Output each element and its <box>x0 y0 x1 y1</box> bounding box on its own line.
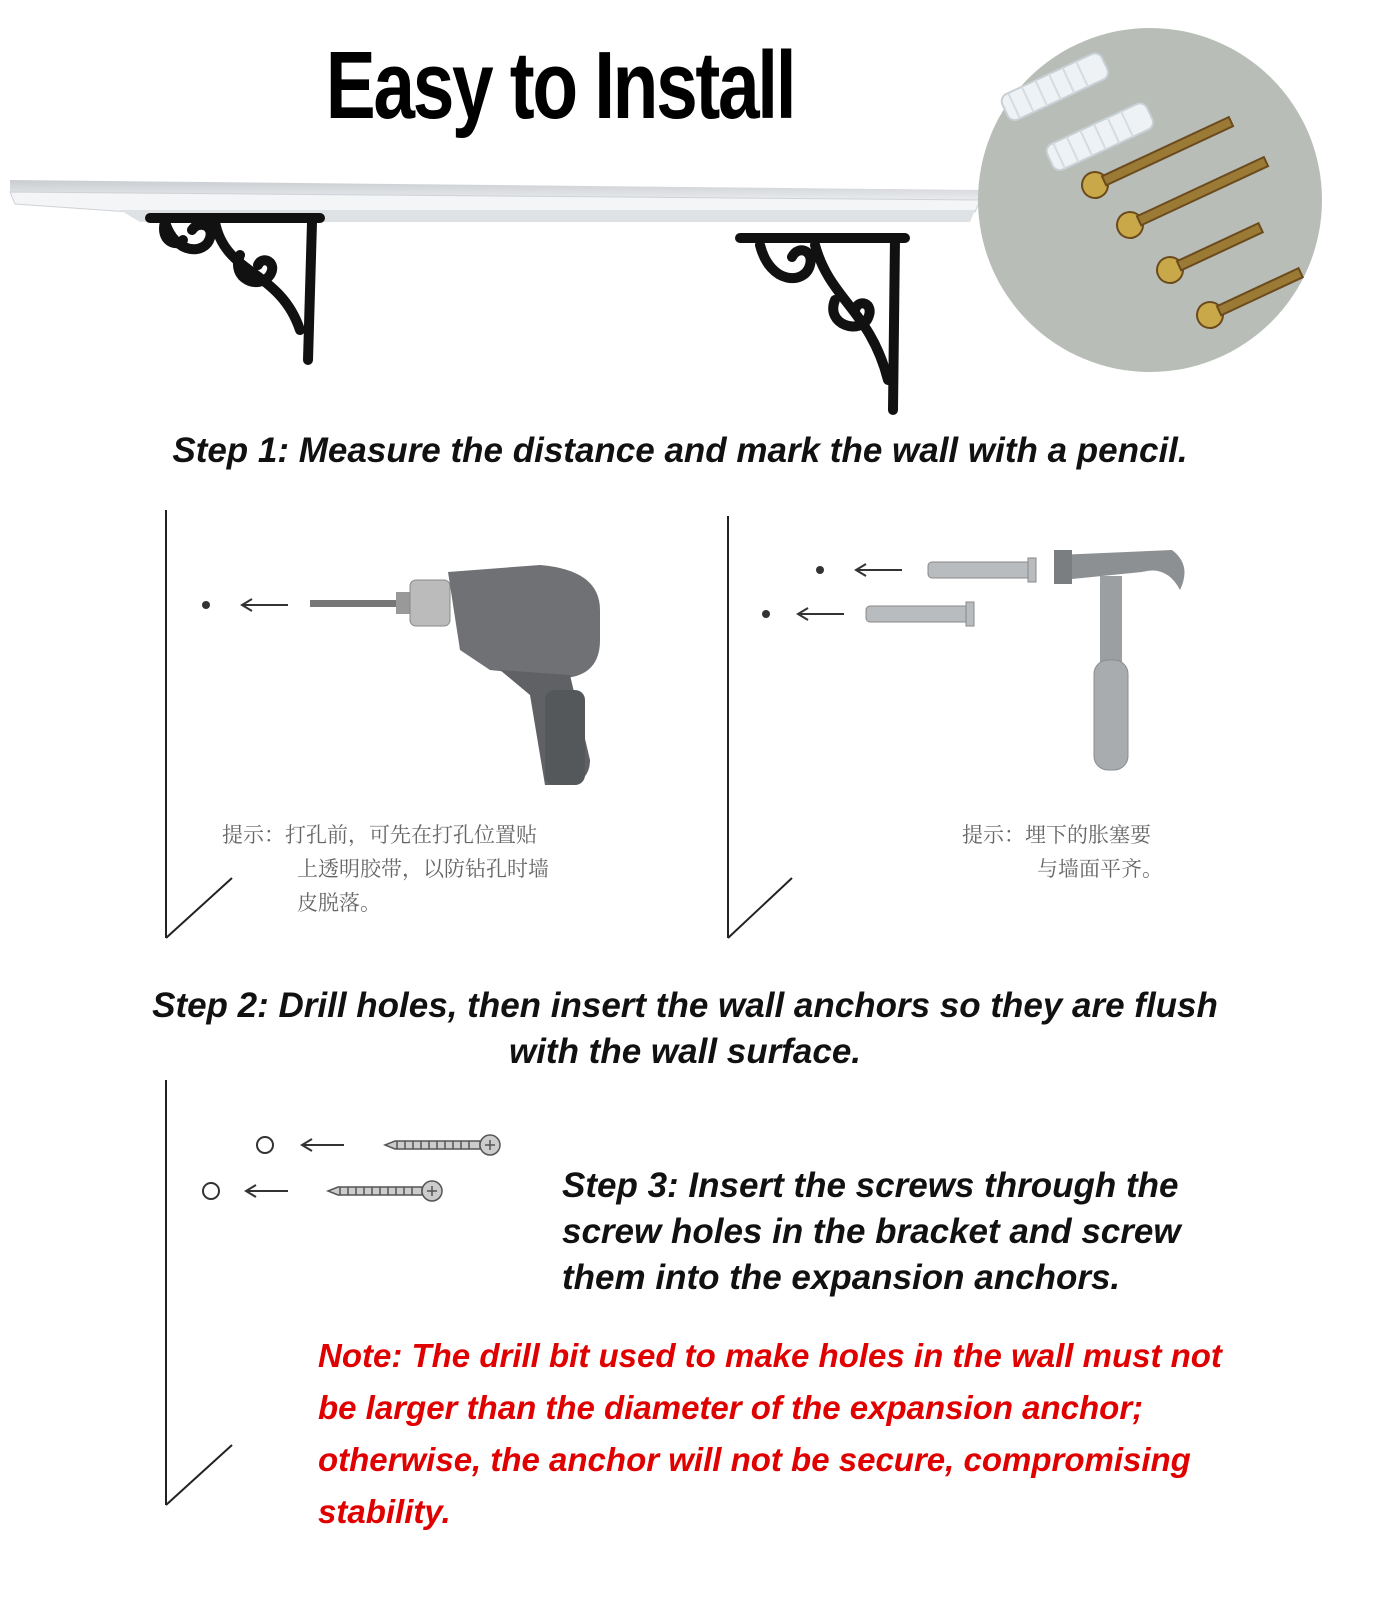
bracket-right <box>740 238 905 410</box>
hint-anchor: 提示：埋下的胀塞要 与墙面平齐。 <box>962 823 1163 881</box>
mark-dot <box>202 601 210 609</box>
arrow-left-icon <box>246 1139 344 1197</box>
warning-note: Note: The drill bit used to make holes in the wall must not be larger than the diameter of the expansion anchor; otherwise, the anchor will not be secure, compromising stability. <box>318 1337 1222 1530</box>
wall-anchor-icon <box>866 558 1036 626</box>
screw-icon <box>328 1135 500 1201</box>
hole-icon <box>203 1183 219 1199</box>
arrow-left-icon <box>242 599 288 611</box>
step3-caption: Step 3: Insert the screws through the screw holes in the bracket and screw them into the expansion anchors. <box>562 1166 1181 1297</box>
hint-drill: 提示：打孔前，可先在打孔位置贴 上透明胶带，以防钻孔时墙 皮脱落。 <box>222 823 549 915</box>
drill-icon <box>310 565 600 785</box>
mark-dot <box>762 610 770 618</box>
hardware-photo <box>975 25 1325 375</box>
shelf-image <box>0 160 1000 420</box>
mark-dot <box>816 566 824 574</box>
hammer-icon <box>1054 550 1185 770</box>
page-title: Easy to Install <box>325 32 795 139</box>
step2-caption: Step 2: Drill holes, then insert the wall anchors so they are flush with the wall surface. <box>152 986 1218 1071</box>
step1-caption: Step 1: Measure the distance and mark the wall with a pencil. <box>172 431 1188 470</box>
hole-icon <box>257 1137 273 1153</box>
bracket-left <box>150 218 320 360</box>
